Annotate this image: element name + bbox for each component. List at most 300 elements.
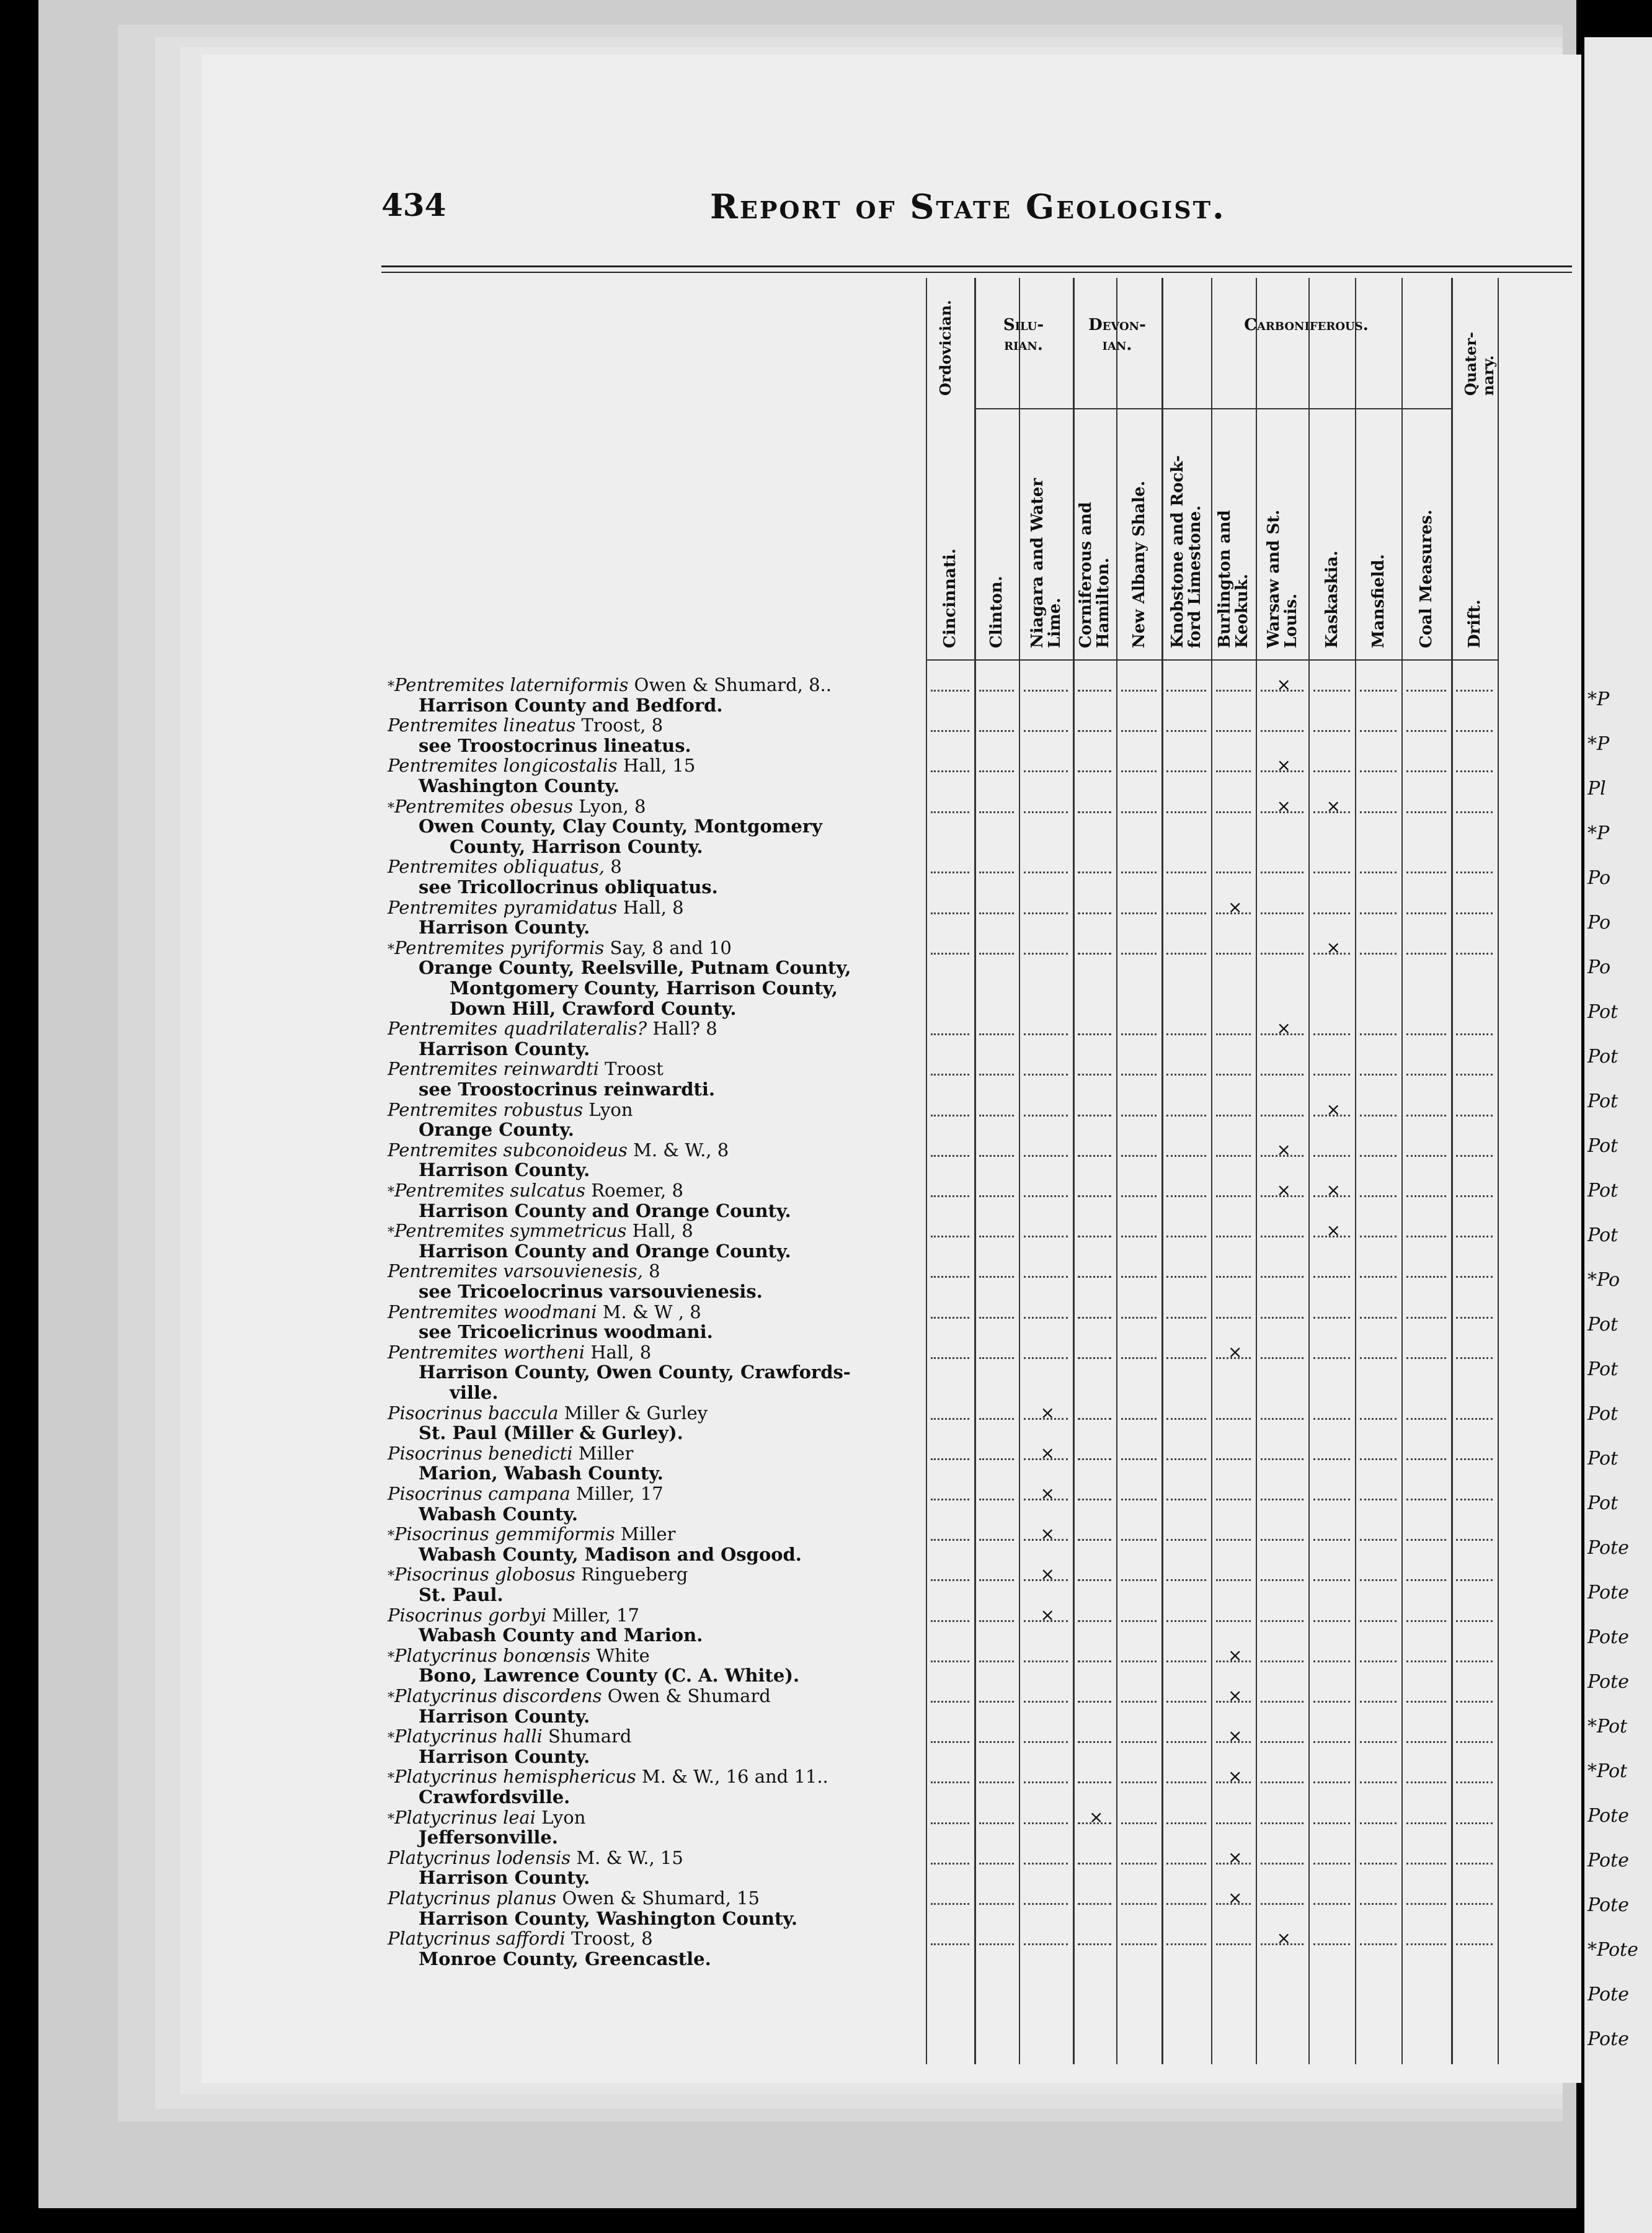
column-leader xyxy=(1024,1700,1068,1703)
column-leader xyxy=(1166,1700,1206,1703)
column-leader xyxy=(1024,810,1068,813)
column-leader xyxy=(1406,1578,1446,1581)
facing-page-fragment: *Pote xyxy=(1588,1939,1638,1961)
occurrence-mark: × xyxy=(1276,674,1291,695)
table-row-name xyxy=(388,938,732,960)
column-leader xyxy=(1216,1032,1251,1035)
facing-page-fragment: Pot xyxy=(1588,1403,1619,1425)
column-leader xyxy=(1313,1417,1350,1420)
facing-page-fragment: Pote xyxy=(1588,1537,1629,1559)
column-leader xyxy=(1166,810,1206,813)
author-citation: Troost xyxy=(605,1058,664,1080)
author-citation: Ringueberg xyxy=(580,1564,688,1585)
table-row-name xyxy=(388,1140,729,1162)
locality-text: Harrison County. xyxy=(419,1705,590,1727)
column-leader xyxy=(1406,1619,1446,1622)
facing-page-fragment: Pote xyxy=(1588,1984,1629,2005)
locality-text: County, Harrison County. xyxy=(450,836,703,857)
column-leader xyxy=(1166,689,1206,692)
column-leader xyxy=(979,1275,1014,1278)
column-leader xyxy=(1216,1497,1251,1500)
locality-text: Wabash County. xyxy=(419,1503,579,1525)
column-leader xyxy=(1360,1072,1397,1076)
column-leader xyxy=(1078,1619,1111,1622)
table-row-name xyxy=(388,1686,771,1708)
column-leader xyxy=(1216,870,1251,873)
column-leader xyxy=(1261,1821,1303,1824)
column-leader xyxy=(1360,729,1397,732)
table-row-name xyxy=(388,1807,585,1830)
facing-page-fragment: Pot xyxy=(1588,1090,1619,1112)
column-group-label: Silu- rian. xyxy=(1003,316,1044,354)
column-leader xyxy=(979,911,1014,914)
column-leader xyxy=(1166,729,1206,732)
column-leader xyxy=(1406,952,1446,955)
species-name: Platycrinus discordens xyxy=(394,1685,608,1706)
facing-page-fragment: Pot xyxy=(1588,1358,1619,1380)
column-leader xyxy=(1166,1032,1206,1035)
star-marker: * xyxy=(388,942,394,958)
column-leader xyxy=(979,1316,1014,1319)
column-leader xyxy=(1216,1417,1251,1420)
column-leader xyxy=(1406,1861,1446,1865)
star-marker: * xyxy=(388,1811,394,1827)
star-marker: * xyxy=(388,1690,394,1706)
column-leader xyxy=(1406,1457,1446,1460)
column-leader xyxy=(979,1497,1014,1500)
running-title: Report of State Geologist. xyxy=(710,187,1226,226)
column-leader xyxy=(1456,1194,1493,1197)
column-leader xyxy=(1313,1619,1350,1622)
column-leader xyxy=(1121,1619,1157,1622)
species-name: Pisocrinus benedicti xyxy=(388,1442,579,1464)
column-leader xyxy=(1078,1194,1111,1197)
author-citation: 8 xyxy=(649,1260,660,1282)
column-group-label: Quater- nary. xyxy=(1462,332,1497,396)
author-citation: Hall, 8 xyxy=(623,896,684,918)
column-leader xyxy=(1456,1356,1493,1359)
star-marker: * xyxy=(388,1185,394,1200)
column-leader xyxy=(1078,1356,1111,1359)
table-row-name xyxy=(388,857,622,879)
column-leader xyxy=(1024,1780,1068,1783)
column-leader xyxy=(1456,911,1493,914)
occurrence-mark: × xyxy=(1326,1099,1341,1120)
column-divider xyxy=(974,278,976,2064)
table-row-name xyxy=(388,1928,653,1951)
column-leader xyxy=(1406,870,1446,873)
column-leader xyxy=(979,1356,1014,1359)
locality-text: Harrison County. xyxy=(419,1867,590,1889)
column-leader xyxy=(1360,1700,1397,1703)
column-leader xyxy=(1216,1316,1251,1319)
column-leader xyxy=(1261,1356,1303,1359)
species-name: Pentremites woodmani xyxy=(388,1301,603,1322)
facing-page-fragment: Po xyxy=(1588,867,1611,889)
occurrence-mark: × xyxy=(1228,1341,1243,1362)
author-citation: 8 xyxy=(610,856,622,878)
facing-page-fragment: Pote xyxy=(1588,1626,1629,1648)
column-leader xyxy=(1456,1113,1493,1116)
table-row-name xyxy=(388,1726,631,1749)
column-leader xyxy=(1078,1538,1111,1541)
column-leader xyxy=(1121,689,1157,692)
column-leader xyxy=(1360,1902,1397,1905)
column-leader xyxy=(979,1942,1014,1945)
column-leader xyxy=(1078,769,1111,772)
species-name: Pentremites obesus xyxy=(394,795,579,817)
column-heading: Drift. xyxy=(1465,599,1484,648)
group-divider xyxy=(974,408,1451,409)
species-name: Platycrinus bonœnsis xyxy=(394,1644,597,1666)
column-leader xyxy=(1216,769,1251,772)
column-leader xyxy=(1024,1032,1068,1035)
author-citation: Troost, 8 xyxy=(581,715,664,736)
species-name: Platycrinus hemisphericus xyxy=(394,1766,642,1788)
column-leader xyxy=(931,1072,969,1076)
column-leader xyxy=(979,1234,1014,1237)
occurrence-mark: × xyxy=(1040,1442,1055,1463)
column-leader xyxy=(1166,1619,1206,1622)
column-leader xyxy=(931,810,969,813)
column-leader xyxy=(1313,1700,1350,1703)
star-marker: * xyxy=(388,1771,394,1787)
locality-text: see Tricoelicrinus woodmani. xyxy=(419,1321,713,1343)
locality-text: Wabash County and Marion. xyxy=(419,1625,703,1646)
column-leader xyxy=(1406,1072,1446,1076)
facing-page-fragment: Pot xyxy=(1588,1046,1619,1067)
column-leader xyxy=(1121,1861,1157,1865)
author-citation: Say, 8 and 10 xyxy=(610,937,732,958)
column-leader xyxy=(1406,1194,1446,1197)
locality-text: Harrison County. xyxy=(419,1038,590,1059)
occurrence-mark: × xyxy=(1326,795,1341,816)
column-leader xyxy=(1024,1113,1068,1116)
column-leader xyxy=(1360,1780,1397,1783)
column-heading: Kaskaskia. xyxy=(1322,550,1341,648)
column-leader xyxy=(1166,1780,1206,1783)
column-leader xyxy=(931,1316,969,1319)
column-leader xyxy=(931,1619,969,1622)
column-leader xyxy=(1313,1072,1350,1076)
facing-page-fragment: *Pot xyxy=(1588,1760,1628,1782)
occurrence-mark: × xyxy=(1089,1806,1104,1827)
column-leader xyxy=(931,1700,969,1703)
author-citation: Shumard xyxy=(548,1726,632,1747)
column-leader xyxy=(1166,1538,1206,1541)
column-leader xyxy=(1360,1740,1397,1743)
author-citation: Lyon, 8 xyxy=(579,795,646,817)
column-leader xyxy=(1121,810,1157,813)
occurrence-mark: × xyxy=(1276,755,1291,776)
column-leader xyxy=(1456,1072,1493,1076)
facing-page-fragment: Pote xyxy=(1588,1805,1629,1827)
column-leader xyxy=(1216,1821,1251,1824)
species-name: Pentremites robustus xyxy=(388,1099,589,1120)
species-name: Pisocrinus gemmiformis xyxy=(394,1523,621,1545)
facing-page-fragment: *P xyxy=(1588,822,1610,844)
column-divider xyxy=(1451,278,1453,2064)
column-leader xyxy=(1121,1154,1157,1157)
column-leader xyxy=(1121,952,1157,955)
species-name: Pentremites subconoideus xyxy=(388,1139,634,1161)
column-leader xyxy=(1261,729,1303,732)
column-leader xyxy=(931,1740,969,1743)
column-leader xyxy=(1121,1942,1157,1945)
column-divider xyxy=(926,278,927,2064)
star-marker: * xyxy=(388,1649,394,1665)
column-leader xyxy=(1456,729,1493,732)
column-leader xyxy=(1078,870,1111,873)
column-leader xyxy=(1121,1659,1157,1662)
author-citation: Miller xyxy=(620,1523,676,1545)
column-leader xyxy=(1456,810,1493,813)
column-heading: Corniferous and Hamilton. xyxy=(1077,502,1112,648)
star-marker: * xyxy=(388,679,394,695)
column-leader xyxy=(979,1902,1014,1905)
column-leader xyxy=(979,1417,1014,1420)
column-leader xyxy=(1456,1902,1493,1905)
column-leader xyxy=(1121,1538,1157,1541)
column-leader xyxy=(979,1821,1014,1824)
column-leader xyxy=(1166,1275,1206,1278)
author-citation: Hall, 15 xyxy=(623,755,696,777)
column-leader xyxy=(1313,1942,1350,1945)
author-citation: Hall, 8 xyxy=(590,1341,652,1363)
facing-page-fragment: Pot xyxy=(1588,1314,1619,1335)
column-heading: Clinton. xyxy=(987,576,1006,648)
column-leader xyxy=(1360,1619,1397,1622)
column-leader xyxy=(931,1113,969,1116)
column-leader xyxy=(931,1275,969,1278)
column-leader xyxy=(1313,870,1350,873)
column-leader xyxy=(1216,1113,1251,1116)
table-row-name xyxy=(388,898,684,920)
table-row-name xyxy=(388,1221,693,1243)
column-leader xyxy=(931,769,969,772)
table-row-name xyxy=(388,1403,708,1425)
column-leader xyxy=(1261,1659,1303,1662)
facing-page-fragment: *P xyxy=(1588,689,1610,710)
column-leader xyxy=(1313,1861,1350,1865)
occurrence-mark: × xyxy=(1040,1402,1055,1423)
column-leader xyxy=(1078,1316,1111,1319)
column-heading: Warsaw and St. Louis. xyxy=(1264,509,1300,648)
column-leader xyxy=(1360,1497,1397,1500)
locality-text: Jeffersonville. xyxy=(419,1827,558,1848)
species-name: Pentremites laterniformis xyxy=(394,674,634,695)
locality-text: Owen County, Clay County, Montgomery xyxy=(419,816,823,837)
column-leader xyxy=(1024,870,1068,873)
column-leader xyxy=(1456,1538,1493,1541)
column-leader xyxy=(1456,1154,1493,1157)
column-leader xyxy=(1313,1497,1350,1500)
column-leader xyxy=(1166,1194,1206,1197)
occurrence-mark: × xyxy=(1228,896,1243,917)
column-leader xyxy=(1121,1275,1157,1278)
column-leader xyxy=(1313,1538,1350,1541)
column-leader xyxy=(1024,1821,1068,1824)
column-leader xyxy=(979,870,1014,873)
column-leader xyxy=(931,1902,969,1905)
column-leader xyxy=(1216,1457,1251,1460)
column-leader xyxy=(1456,1032,1493,1035)
facing-page-fragment: Po xyxy=(1588,956,1611,978)
species-name: Pentremites sulcatus xyxy=(394,1180,592,1201)
column-leader xyxy=(1456,1497,1493,1500)
column-leader xyxy=(1024,1942,1068,1945)
facing-page-fragment: Pote xyxy=(1588,2028,1629,2050)
species-name: Platycrinus halli xyxy=(394,1726,548,1747)
column-leader xyxy=(1166,1234,1206,1237)
species-name: Pentremites obliquatus, xyxy=(388,856,611,878)
column-leader xyxy=(1360,1275,1397,1278)
occurrence-mark: × xyxy=(1040,1564,1055,1585)
table-row-name xyxy=(388,1605,639,1628)
column-heading: Niagara and Water Lime. xyxy=(1028,478,1064,648)
author-citation: White xyxy=(596,1644,650,1666)
table-row-name xyxy=(388,715,663,738)
locality-text: Bono, Lawrence County (C. A. White). xyxy=(419,1665,800,1687)
column-leader xyxy=(1313,1356,1350,1359)
column-leader xyxy=(979,952,1014,955)
column-leader xyxy=(1121,1821,1157,1824)
column-leader xyxy=(1456,1275,1493,1278)
occurrence-mark: × xyxy=(1228,1644,1243,1665)
column-leader xyxy=(1216,689,1251,692)
occurrence-mark: × xyxy=(1276,1139,1291,1160)
column-leader xyxy=(1121,1457,1157,1460)
species-name: Pentremites symmetricus xyxy=(394,1220,633,1242)
column-leader xyxy=(1456,1316,1493,1319)
author-citation: Roemer, 8 xyxy=(591,1180,683,1201)
species-name: Pisocrinus globosus xyxy=(394,1564,581,1585)
column-leader xyxy=(1024,1861,1068,1865)
column-leader xyxy=(1121,911,1157,914)
column-leader xyxy=(1406,1356,1446,1359)
column-leader xyxy=(931,1578,969,1581)
column-leader xyxy=(979,769,1014,772)
column-leader xyxy=(1313,769,1350,772)
column-leader xyxy=(1261,1861,1303,1865)
column-leader xyxy=(1216,952,1251,955)
species-name: Pentremites quadrilateralis? xyxy=(388,1018,653,1040)
author-citation: M. & W., 8 xyxy=(633,1139,729,1161)
column-leader xyxy=(1216,1942,1251,1945)
species-name: Pisocrinus gorbyi xyxy=(388,1604,553,1626)
author-citation: Lyon xyxy=(541,1806,586,1828)
column-leader xyxy=(1078,911,1111,914)
column-leader xyxy=(1360,1538,1397,1541)
column-leader xyxy=(931,1356,969,1359)
column-divider xyxy=(1355,278,1356,2064)
table-row-name xyxy=(388,1564,688,1587)
column-leader xyxy=(1121,1113,1157,1116)
species-name: Platycrinus lodensis xyxy=(388,1847,577,1868)
facing-page-fragment: Pot xyxy=(1588,1135,1619,1157)
header-bottom-rule xyxy=(926,659,1498,661)
column-leader xyxy=(1078,1578,1111,1581)
column-leader xyxy=(1078,1780,1111,1783)
species-name: Pentremites pyriformis xyxy=(394,937,610,958)
table-row-name xyxy=(388,1180,683,1203)
column-leader xyxy=(1024,1659,1068,1662)
column-leader xyxy=(931,1780,969,1783)
column-leader xyxy=(979,1700,1014,1703)
column-leader xyxy=(1121,1356,1157,1359)
column-leader xyxy=(1360,1578,1397,1581)
species-name: Pentremites varsouvienesis, xyxy=(388,1260,649,1282)
column-leader xyxy=(1261,1578,1303,1581)
column-leader xyxy=(1360,1194,1397,1197)
column-leader xyxy=(1360,1861,1397,1865)
column-leader xyxy=(1456,1417,1493,1420)
column-leader xyxy=(1261,952,1303,955)
column-leader xyxy=(1360,870,1397,873)
column-leader xyxy=(1406,1700,1446,1703)
facing-page-fragment: Pot xyxy=(1588,1448,1619,1469)
author-citation: Miller & Gurley xyxy=(564,1402,708,1424)
column-leader xyxy=(1078,1902,1111,1905)
column-leader xyxy=(1406,1154,1446,1157)
column-leader xyxy=(1216,810,1251,813)
table-row-name xyxy=(388,1018,717,1041)
column-leader xyxy=(1166,1659,1206,1662)
facing-page-fragment: Pote xyxy=(1588,1894,1629,1916)
column-leader xyxy=(1261,1538,1303,1541)
column-leader xyxy=(1166,1821,1206,1824)
locality-text: Washington County. xyxy=(419,775,620,796)
column-leader xyxy=(1261,1619,1303,1622)
locality-text: see Tricoelocrinus varsouvienesis. xyxy=(419,1281,763,1302)
facing-page-fragment: Pot xyxy=(1588,1001,1619,1023)
facing-page-fragment: *Pot xyxy=(1588,1716,1628,1737)
column-leader xyxy=(1121,1902,1157,1905)
species-name: Pisocrinus baccula xyxy=(388,1402,564,1424)
column-leader xyxy=(1313,911,1350,914)
column-leader xyxy=(1024,911,1068,914)
column-leader xyxy=(931,1821,969,1824)
column-leader xyxy=(1261,1072,1303,1076)
author-citation: Miller, 17 xyxy=(576,1483,664,1504)
locality-text: Harrison County. xyxy=(419,1159,590,1181)
author-citation: Miller xyxy=(578,1442,634,1464)
column-leader xyxy=(1261,1740,1303,1743)
column-leader xyxy=(1121,729,1157,732)
column-leader xyxy=(1313,729,1350,732)
column-leader xyxy=(1078,810,1111,813)
column-leader xyxy=(979,1578,1014,1581)
column-leader xyxy=(931,689,969,692)
column-leader xyxy=(1166,1578,1206,1581)
column-leader xyxy=(979,1113,1014,1116)
locality-text: Monroe County, Greencastle. xyxy=(419,1948,711,1969)
column-leader xyxy=(1360,769,1397,772)
column-divider xyxy=(1019,278,1020,2064)
species-name: Pisocrinus campana xyxy=(388,1483,577,1504)
column-leader xyxy=(1024,1194,1068,1197)
column-leader xyxy=(931,952,969,955)
column-leader xyxy=(1024,1740,1068,1743)
species-name: Platycrinus saffordi xyxy=(388,1928,572,1950)
column-leader xyxy=(1313,1316,1350,1319)
table-row-name xyxy=(388,755,695,778)
column-leader xyxy=(1360,1154,1397,1157)
column-divider xyxy=(1401,278,1403,2064)
column-leader xyxy=(1261,1780,1303,1783)
locality-text: Harrison County, Owen County, Crawfords- xyxy=(419,1362,851,1383)
column-leader xyxy=(1360,689,1397,692)
